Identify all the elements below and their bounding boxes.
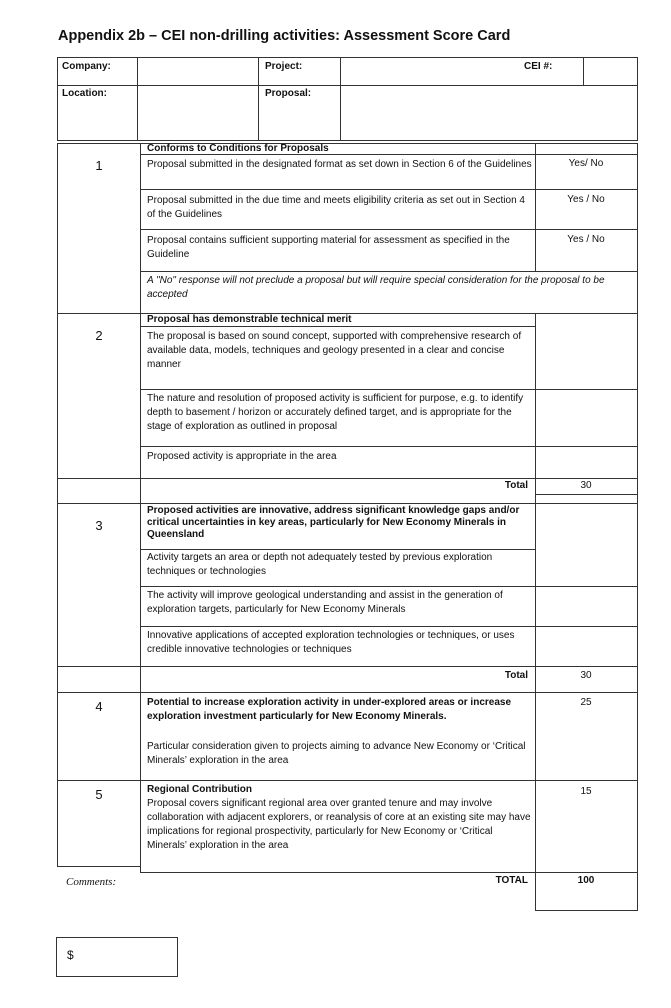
location-label: Location: <box>62 88 107 99</box>
section-5-heading: Regional Contribution <box>147 784 252 795</box>
section-3-number: 3 <box>95 518 103 533</box>
criterion-score: Yes / No <box>567 234 605 245</box>
criterion-text: Innovative applications of accepted exploration technologies or techniques, or uses credible innovative technologies or techniques <box>147 630 515 655</box>
criterion-text: Proposal submitted in the due time and meets eligibility criteria as set out in Section 4 of the Guidelines <box>147 195 525 220</box>
criterion-text: Activity targets an area or depth not adequately tested by previous exploration techniques or technologies <box>147 552 493 577</box>
section-2-heading: Proposal has demonstrable technical merit <box>147 314 352 325</box>
section-1-number: 1 <box>95 158 103 173</box>
section-4-score: 25 <box>580 697 592 708</box>
cei-label: CEI #: <box>524 61 553 72</box>
section-3-heading: Proposed activities are innovative, address significant knowledge gaps and/or critical uncertainties in key areas, particularly for New Economy Minerals in Queensland <box>147 505 520 540</box>
proposal-label: Proposal: <box>265 88 312 99</box>
criterion-text: The proposal is based on sound concept, supported with comprehensive research of available data, models, techniques and geology presented in a clear and concise manner <box>147 331 522 370</box>
criterion-text: Proposal contains sufficient supporting material for assessment as specified in the Guideline <box>147 235 510 260</box>
criterion-text: Proposed activity is appropriate in the area <box>147 451 337 462</box>
comments-label: Comments: <box>66 876 117 888</box>
project-label: Project: <box>265 61 303 72</box>
section-5-number: 5 <box>95 787 103 802</box>
criterion-text: The nature and resolution of proposed activity is sufficient for purpose, e.g. to identify depth to basement / horizon or accurately defined target, and is appropriate for the stage of exploration as outlined in proposal <box>147 393 524 432</box>
section-4-number: 4 <box>95 699 103 714</box>
section-4-text: Particular consideration given to projects aiming to advance New Economy or ‘Critical Minerals’ exploration in the area <box>147 741 526 766</box>
section-3-total-label: Total <box>504 670 528 681</box>
page-title: Appendix 2b – CEI non-drilling activities: Assessment Score Card <box>58 28 511 44</box>
criterion-score: Yes / No <box>567 194 605 205</box>
section-5-score: 15 <box>580 786 592 797</box>
criterion-text: Proposal submitted in the designated format as set down in Section 6 of the Guidelines <box>147 159 532 170</box>
amount-box <box>56 937 178 977</box>
section-4-heading: Potential to increase exploration activity in under-explored areas or increase exploration investment particularly for New Economy Minerals. <box>147 697 512 722</box>
criterion-score: Yes/ No <box>568 158 604 169</box>
criterion-text: The activity will improve geological understanding and assist in the generation of exploration targets, particularly for New Economy Minerals <box>147 590 503 615</box>
company-label: Company: <box>62 61 111 72</box>
section-1-note: A "No" response will not preclude a proposal but will require special consideration for the proposal to be accepted <box>147 275 605 300</box>
section-1-heading: Conforms to Conditions for Proposals <box>147 143 329 154</box>
section-2-total-label: Total <box>504 480 528 491</box>
section-5-text: Proposal covers significant regional area over granted tenure and may involve collaboration with adjacent explorers, or reanalysis of core at an existing site may have implications for regional prospectivity, particularly for New Economy or ‘Critical Minerals’ exploration in the area <box>147 798 531 851</box>
grand-total-value: 100 <box>577 875 595 886</box>
dollar-sign: $ <box>67 948 74 962</box>
section-3-total-value: 30 <box>580 670 592 681</box>
grand-total-label: TOTAL <box>495 875 528 886</box>
section-2-number: 2 <box>95 328 103 343</box>
section-2-total-value: 30 <box>580 480 592 491</box>
